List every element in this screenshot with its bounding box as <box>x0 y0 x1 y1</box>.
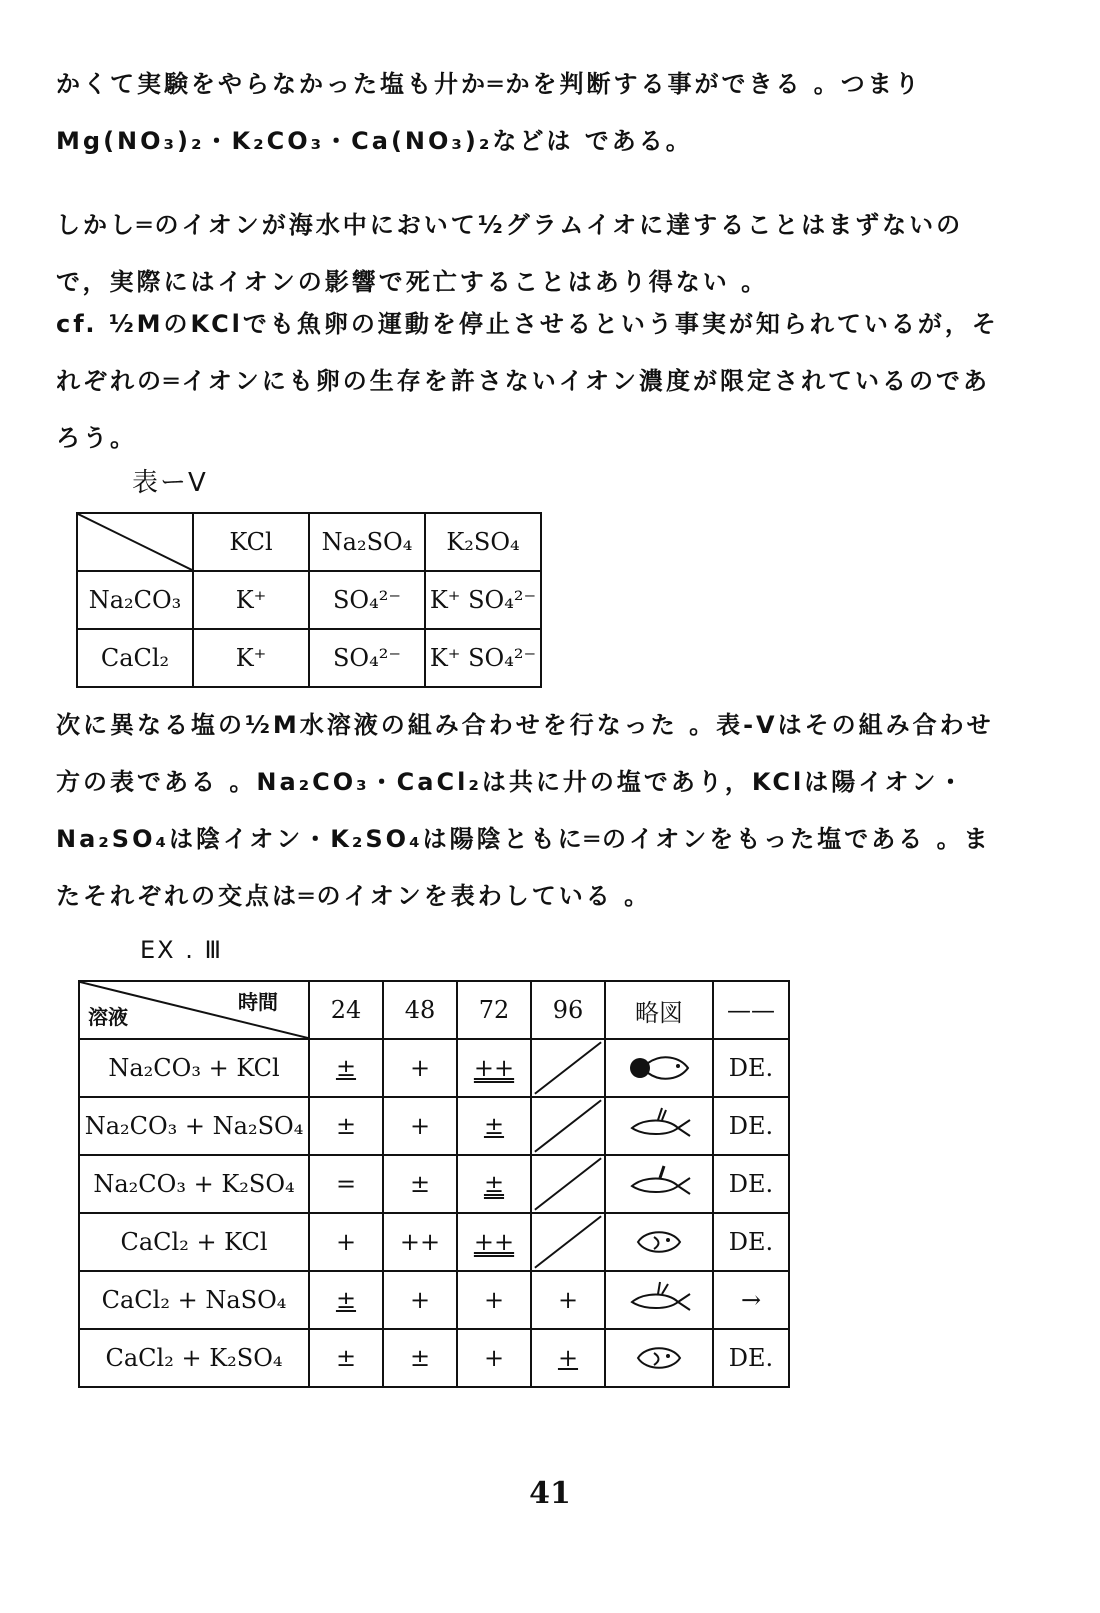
result-cell: → <box>713 1271 789 1329</box>
hour-header: 24 <box>309 981 383 1039</box>
h96-cell <box>531 1213 605 1271</box>
sketch-cell <box>605 1039 713 1097</box>
larva-sketch-icon <box>624 1280 694 1320</box>
h72-cell: + <box>457 1271 531 1329</box>
h24-cell: ± <box>309 1039 383 1097</box>
ex3-row <box>79 1039 789 1097</box>
table5-cell: K⁺ SO₄²⁻ <box>425 571 541 629</box>
h96-cell <box>531 1155 605 1213</box>
slash-line <box>532 1098 604 1154</box>
time-label: 時間 <box>238 990 278 1014</box>
page-number: 41 <box>529 1476 571 1511</box>
h24-cell: ± <box>309 1329 383 1387</box>
solution-cell: Na₂CO₃ + KCl <box>79 1039 309 1097</box>
h72-cell: + <box>457 1329 531 1387</box>
h96-cell: + <box>531 1271 605 1329</box>
ex3-row <box>79 1271 789 1329</box>
h96-cell: + <box>531 1329 605 1387</box>
paragraph-2: しかし═のイオンが海水中において½グラムイオに達することはまずないので，実際にはイオンの影響で死亡することはあり得ない 。 <box>56 211 964 296</box>
ex3-corner <box>79 981 309 1039</box>
table5-col-header: K₂SO₄ <box>425 513 541 571</box>
table5-cell: K⁺ <box>193 629 309 687</box>
solution-cell: CaCl₂ + KCl <box>79 1213 309 1271</box>
solution-cell: CaCl₂ + K₂SO₄ <box>79 1329 309 1387</box>
result-cell: DE. <box>713 1329 789 1387</box>
egg-sketch-icon <box>624 1225 694 1259</box>
table5-col-header: Na₂SO₄ <box>309 513 425 571</box>
table5-col-header: KCl <box>193 513 309 571</box>
sketch-cell <box>605 1271 713 1329</box>
hour-header: 96 <box>531 981 605 1039</box>
hour-header: 48 <box>383 981 457 1039</box>
result-cell: DE. <box>713 1155 789 1213</box>
h72-cell: ++ <box>457 1213 531 1271</box>
sketch-cell <box>605 1155 713 1213</box>
h24-cell: ± <box>309 1097 383 1155</box>
paragraph-3: cf. ½MのKClでも魚卵の運動を停止させるという事実が知られているが，それぞれの═イオンにも卵の生存を許さないイオン濃度が限定されているのであろう。 <box>56 310 999 452</box>
solution-cell: Na₂CO₃ + Na₂SO₄ <box>79 1097 309 1155</box>
h96-cell <box>531 1097 605 1155</box>
result-cell: DE. <box>713 1097 789 1155</box>
h24-cell: + <box>309 1213 383 1271</box>
h72-cell: ++ <box>457 1039 531 1097</box>
table5-row <box>77 571 541 629</box>
paragraph-4: 次に異なる塩の½M水溶液の組み合わせを行なった 。表-Vはその組み合わせ方の表である 。Na₂CO₃・CaCl₂は共に廾の塩であり，KClは陽イオン・Na₂SO₄は陰イオン・K₂SO₄は陽陰ともに═のイオンをもった塩である 。またそれぞれの交点は═のイオンを表わしている 。 <box>56 711 994 910</box>
ex3-row <box>79 1329 789 1387</box>
sketch-header: 略図 <box>605 981 713 1039</box>
slash-line <box>532 1214 604 1270</box>
h48-cell: ± <box>383 1329 457 1387</box>
ex3-caption: EX . Ⅲ <box>140 936 224 964</box>
table5-cell: K⁺ <box>193 571 309 629</box>
egg-sketch-icon <box>624 1341 694 1375</box>
h48-cell: + <box>383 1039 457 1097</box>
table5-corner <box>77 513 193 571</box>
larva-sketch-icon <box>624 1106 694 1146</box>
fish-sketch-icon <box>624 1051 694 1085</box>
h24-cell: ± <box>309 1271 383 1329</box>
solution-cell: CaCl₂ + NaSO₄ <box>79 1271 309 1329</box>
solution-cell: Na₂CO₃ + K₂SO₄ <box>79 1155 309 1213</box>
h72-cell: ± <box>457 1097 531 1155</box>
table5-header-row <box>77 513 541 571</box>
diagonal-line <box>78 514 192 570</box>
larva-sketch-icon <box>624 1164 694 1204</box>
h48-cell: + <box>383 1271 457 1329</box>
table5-row <box>77 629 541 687</box>
paragraph-1: かくて実験をやらなかった塩も廾か═かを判断する事ができる 。つまりMg(NO₃)₂・K₂CO₃・Ca(NO₃)₂などは である。 <box>56 70 922 155</box>
h48-cell: ++ <box>383 1213 457 1271</box>
solution-label: 溶液 <box>88 1005 128 1029</box>
h48-cell: ± <box>383 1155 457 1213</box>
ex3-row <box>79 1155 789 1213</box>
ex3-row <box>79 1213 789 1271</box>
sketch-cell <box>605 1097 713 1155</box>
h48-cell: + <box>383 1097 457 1155</box>
table-5 <box>76 512 542 688</box>
h96-cell <box>531 1039 605 1097</box>
table5-row-label: Na₂CO₃ <box>77 571 193 629</box>
ex3-row <box>79 1097 789 1155</box>
h24-cell: = <box>309 1155 383 1213</box>
result-cell: DE. <box>713 1039 789 1097</box>
slash-line <box>532 1040 604 1096</box>
sketch-cell <box>605 1329 713 1387</box>
table5-cell: SO₄²⁻ <box>309 629 425 687</box>
h72-cell: ± <box>457 1155 531 1213</box>
ex3-header-row <box>79 981 789 1039</box>
slash-line <box>532 1156 604 1212</box>
hour-header: 72 <box>457 981 531 1039</box>
sketch-cell <box>605 1213 713 1271</box>
result-cell: DE. <box>713 1213 789 1271</box>
result-header: —— <box>713 981 789 1039</box>
table5-cell: K⁺ SO₄²⁻ <box>425 629 541 687</box>
table5-cell: SO₄²⁻ <box>309 571 425 629</box>
table5-caption: 表ーV <box>132 468 208 498</box>
table-ex3 <box>78 980 790 1388</box>
table5-row-label: CaCl₂ <box>77 629 193 687</box>
